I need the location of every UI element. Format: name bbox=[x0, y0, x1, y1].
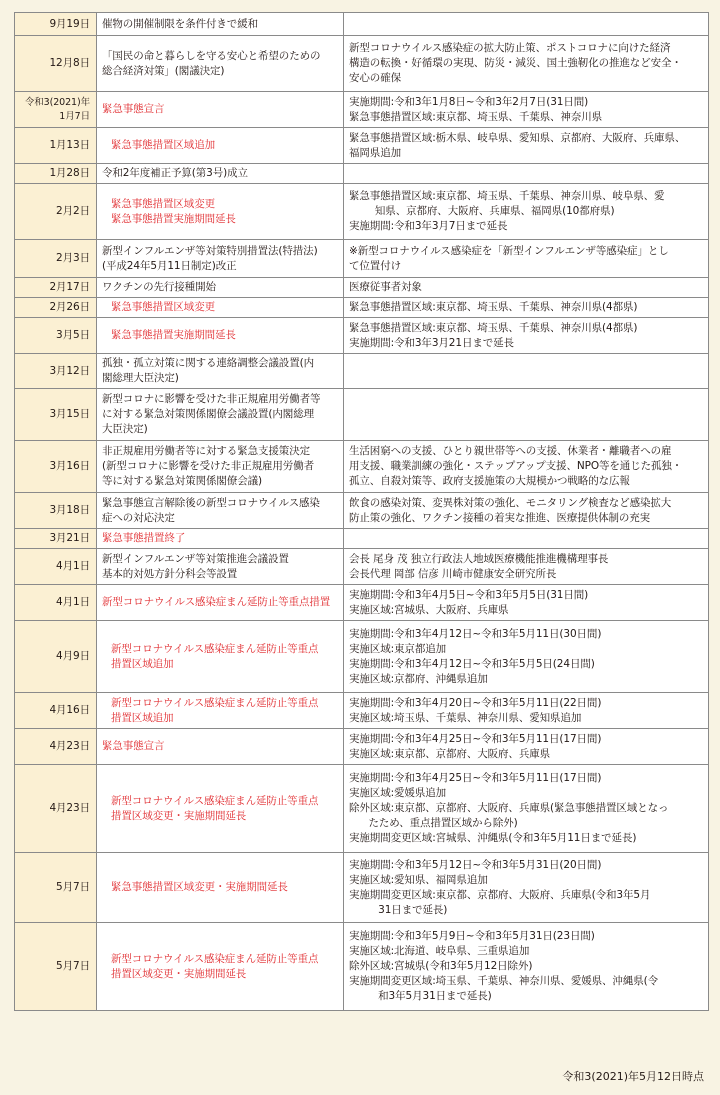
timeline-table bbox=[14, 12, 709, 1011]
row-date: 4月23日 bbox=[15, 765, 97, 853]
row-event: 新型コロナウイルス感染症まん延防止等重点 措置区域変更・実施期間延長 bbox=[97, 765, 344, 853]
row-detail: 実施期間:令和3年4月25日~令和3年5月11日(17日間) 実施区域:愛媛県追加 除外区域:東京都、京都府、大阪府、兵庫県(緊急事態措置区域となっ たため、重点措置区域から除外) 実施期間変更区域:宮城県、沖縄県(令和3年5月11日まで延長) bbox=[344, 765, 709, 853]
row-event: 催物の開催制限を条件付きで緩和 bbox=[97, 13, 344, 36]
row-event: 緊急事態措置区域変更 緊急事態措置実施期間延長 bbox=[97, 184, 344, 240]
table-row bbox=[15, 13, 709, 36]
row-event: 孤独・孤立対策に関する連絡調整会議設置(内 閣総理大臣決定) bbox=[97, 354, 344, 389]
row-detail: 実施期間:令和3年4月25日~令和3年5月11日(17日間) 実施区域:東京都、京都府、大阪府、兵庫県 bbox=[344, 729, 709, 765]
table-row bbox=[15, 92, 709, 128]
row-event: 新型コロナに影響を受けた非正規雇用労働者等 に対する緊急対策関係閣僚会議設置(内閣総理 大臣決定) bbox=[97, 389, 344, 441]
row-event: 新型コロナウイルス感染症まん延防止等重点 措置区域追加 bbox=[97, 693, 344, 729]
row-event: 緊急事態措置終了 bbox=[97, 529, 344, 549]
row-detail: 実施期間:令和3年4月20日~令和3年5月11日(22日間) 実施区域:埼玉県、千葉県、神奈川県、愛知県追加 bbox=[344, 693, 709, 729]
row-date: 令和3(2021)年 1月7日 bbox=[15, 92, 97, 128]
timeline-table-container bbox=[14, 12, 708, 1011]
row-detail: 会長 尾身 茂 独立行政法人地域医療機能推進機構理事長 会長代理 岡部 信彦 川崎市健康安全研究所長 bbox=[344, 549, 709, 585]
row-date: 4月23日 bbox=[15, 729, 97, 765]
row-date: 9月19日 bbox=[15, 13, 97, 36]
row-date: 3月15日 bbox=[15, 389, 97, 441]
row-event: 緊急事態措置区域追加 bbox=[97, 128, 344, 164]
row-date: 3月18日 bbox=[15, 493, 97, 529]
row-date: 2月17日 bbox=[15, 278, 97, 298]
table-row bbox=[15, 693, 709, 729]
row-detail: 生活困窮への支援、ひとり親世帯等への支援、休業者・離職者への雇 用支援、職業訓練の強化・ステップアップ支援、NPO等を通じた孤独・ 孤立、自殺対策等、政府支援施策の大規模かつ戦略的な広報 bbox=[344, 441, 709, 493]
row-event: 新型インフルエンザ等対策推進会議設置 基本的対処方針分科会等設置 bbox=[97, 549, 344, 585]
table-row bbox=[15, 853, 709, 923]
table-row bbox=[15, 240, 709, 278]
row-detail bbox=[344, 164, 709, 184]
row-event: ワクチンの先行接種開始 bbox=[97, 278, 344, 298]
timeline-body bbox=[15, 13, 709, 1011]
row-detail bbox=[344, 529, 709, 549]
table-row bbox=[15, 164, 709, 184]
table-row bbox=[15, 128, 709, 164]
row-date: 2月26日 bbox=[15, 298, 97, 318]
table-row bbox=[15, 298, 709, 318]
row-detail: 医療従事者対象 bbox=[344, 278, 709, 298]
row-date: 3月21日 bbox=[15, 529, 97, 549]
row-date: 3月16日 bbox=[15, 441, 97, 493]
row-date: 2月2日 bbox=[15, 184, 97, 240]
table-row bbox=[15, 354, 709, 389]
table-row bbox=[15, 278, 709, 298]
row-detail: 実施期間:令和3年4月12日~令和3年5月11日(30日間) 実施区域:東京都追加 実施期間:令和3年4月12日~令和3年5月5日(24日間) 実施区域:京都府、沖縄県追加 bbox=[344, 621, 709, 693]
table-row bbox=[15, 549, 709, 585]
table-row bbox=[15, 529, 709, 549]
row-date: 5月7日 bbox=[15, 853, 97, 923]
row-date: 4月9日 bbox=[15, 621, 97, 693]
row-date: 3月5日 bbox=[15, 318, 97, 354]
table-row bbox=[15, 493, 709, 529]
table-row bbox=[15, 389, 709, 441]
row-event: 緊急事態措置実施期間延長 bbox=[97, 318, 344, 354]
row-event: 緊急事態宣言 bbox=[97, 92, 344, 128]
row-event: 新型コロナウイルス感染症まん延防止等重点 措置区域追加 bbox=[97, 621, 344, 693]
row-date: 1月13日 bbox=[15, 128, 97, 164]
row-event: 令和2年度補正予算(第3号)成立 bbox=[97, 164, 344, 184]
table-row bbox=[15, 184, 709, 240]
row-detail: 緊急事態措置区域:東京都、埼玉県、千葉県、神奈川県(4都県) bbox=[344, 298, 709, 318]
table-row bbox=[15, 36, 709, 92]
as-of-note: 令和3(2021)年5月12日時点 bbox=[562, 1070, 704, 1083]
row-detail: 緊急事態措置区域:東京都、埼玉県、千葉県、神奈川県(4都県) 実施期間:令和3年3月21日まで延長 bbox=[344, 318, 709, 354]
row-event: 新型コロナウイルス感染症まん延防止等重点措置 bbox=[97, 585, 344, 621]
row-date: 2月3日 bbox=[15, 240, 97, 278]
row-detail: ※新型コロナウイルス感染症を「新型インフルエンザ等感染症」とし て位置付け bbox=[344, 240, 709, 278]
table-row bbox=[15, 729, 709, 765]
row-detail bbox=[344, 389, 709, 441]
row-detail: 飲食の感染対策、変異株対策の強化、モニタリング検査など感染拡大 防止策の強化、ワクチン接種の着実な推進、医療提供体制の充実 bbox=[344, 493, 709, 529]
row-detail: 実施期間:令和3年1月8日~令和3年2月7日(31日間) 緊急事態措置区域:東京都、埼玉県、千葉県、神奈川県 bbox=[344, 92, 709, 128]
row-date: 1月28日 bbox=[15, 164, 97, 184]
row-date: 4月1日 bbox=[15, 549, 97, 585]
table-row bbox=[15, 923, 709, 1011]
row-date: 5月7日 bbox=[15, 923, 97, 1011]
row-date: 4月16日 bbox=[15, 693, 97, 729]
table-row bbox=[15, 621, 709, 693]
row-detail: 新型コロナウイルス感染症の拡大防止策、ポストコロナに向けた経済 構造の転換・好循環の実現、防災・減災、国土強靭化の推進など安全・ 安心の確保 bbox=[344, 36, 709, 92]
row-date: 4月1日 bbox=[15, 585, 97, 621]
row-detail bbox=[344, 354, 709, 389]
row-event: 非正規雇用労働者等に対する緊急支援策決定 (新型コロナに影響を受けた非正規雇用労働者 等に対する緊急対策関係閣僚会議) bbox=[97, 441, 344, 493]
table-row bbox=[15, 585, 709, 621]
row-event: 緊急事態措置区域変更 bbox=[97, 298, 344, 318]
row-detail: 実施期間:令和3年4月5日~令和3年5月5日(31日間) 実施区域:宮城県、大阪府、兵庫県 bbox=[344, 585, 709, 621]
table-row bbox=[15, 318, 709, 354]
row-event: 緊急事態宣言 bbox=[97, 729, 344, 765]
row-date: 3月12日 bbox=[15, 354, 97, 389]
row-date: 12月8日 bbox=[15, 36, 97, 92]
row-event: 新型コロナウイルス感染症まん延防止等重点 措置区域変更・実施期間延長 bbox=[97, 923, 344, 1011]
row-event: 新型インフルエンザ等対策特別措置法(特措法) (平成24年5月11日制定)改正 bbox=[97, 240, 344, 278]
row-detail: 実施期間:令和3年5月12日~令和3年5月31日(20日間) 実施区域:愛知県、福岡県追加 実施期間変更区域:東京都、京都府、大阪府、兵庫県(令和3年5月 31日まで延長) bbox=[344, 853, 709, 923]
table-row bbox=[15, 441, 709, 493]
row-detail bbox=[344, 13, 709, 36]
row-detail: 実施期間:令和3年5月9日~令和3年5月31日(23日間) 実施区域:北海道、岐阜県、三重県追加 除外区域:宮城県(令和3年5月12日除外) 実施期間変更区域:埼玉県、千葉県、神奈川県、愛媛県、沖縄県(令 和3年5月31日まで延長) bbox=[344, 923, 709, 1011]
row-detail: 緊急事態措置区域:東京都、埼玉県、千葉県、神奈川県、岐阜県、愛 知県、京都府、大阪府、兵庫県、福岡県(10都府県) 実施期間:令和3年3月7日まで延長 bbox=[344, 184, 709, 240]
row-event: 緊急事態宣言解除後の新型コロナウイルス感染 症への対応決定 bbox=[97, 493, 344, 529]
row-event: 「国民の命と暮らしを守る安心と希望のための 総合経済対策」(閣議決定) bbox=[97, 36, 344, 92]
row-detail: 緊急事態措置区域:栃木県、岐阜県、愛知県、京都府、大阪府、兵庫県、 福岡県追加 bbox=[344, 128, 709, 164]
row-event: 緊急事態措置区域変更・実施期間延長 bbox=[97, 853, 344, 923]
table-row bbox=[15, 765, 709, 853]
